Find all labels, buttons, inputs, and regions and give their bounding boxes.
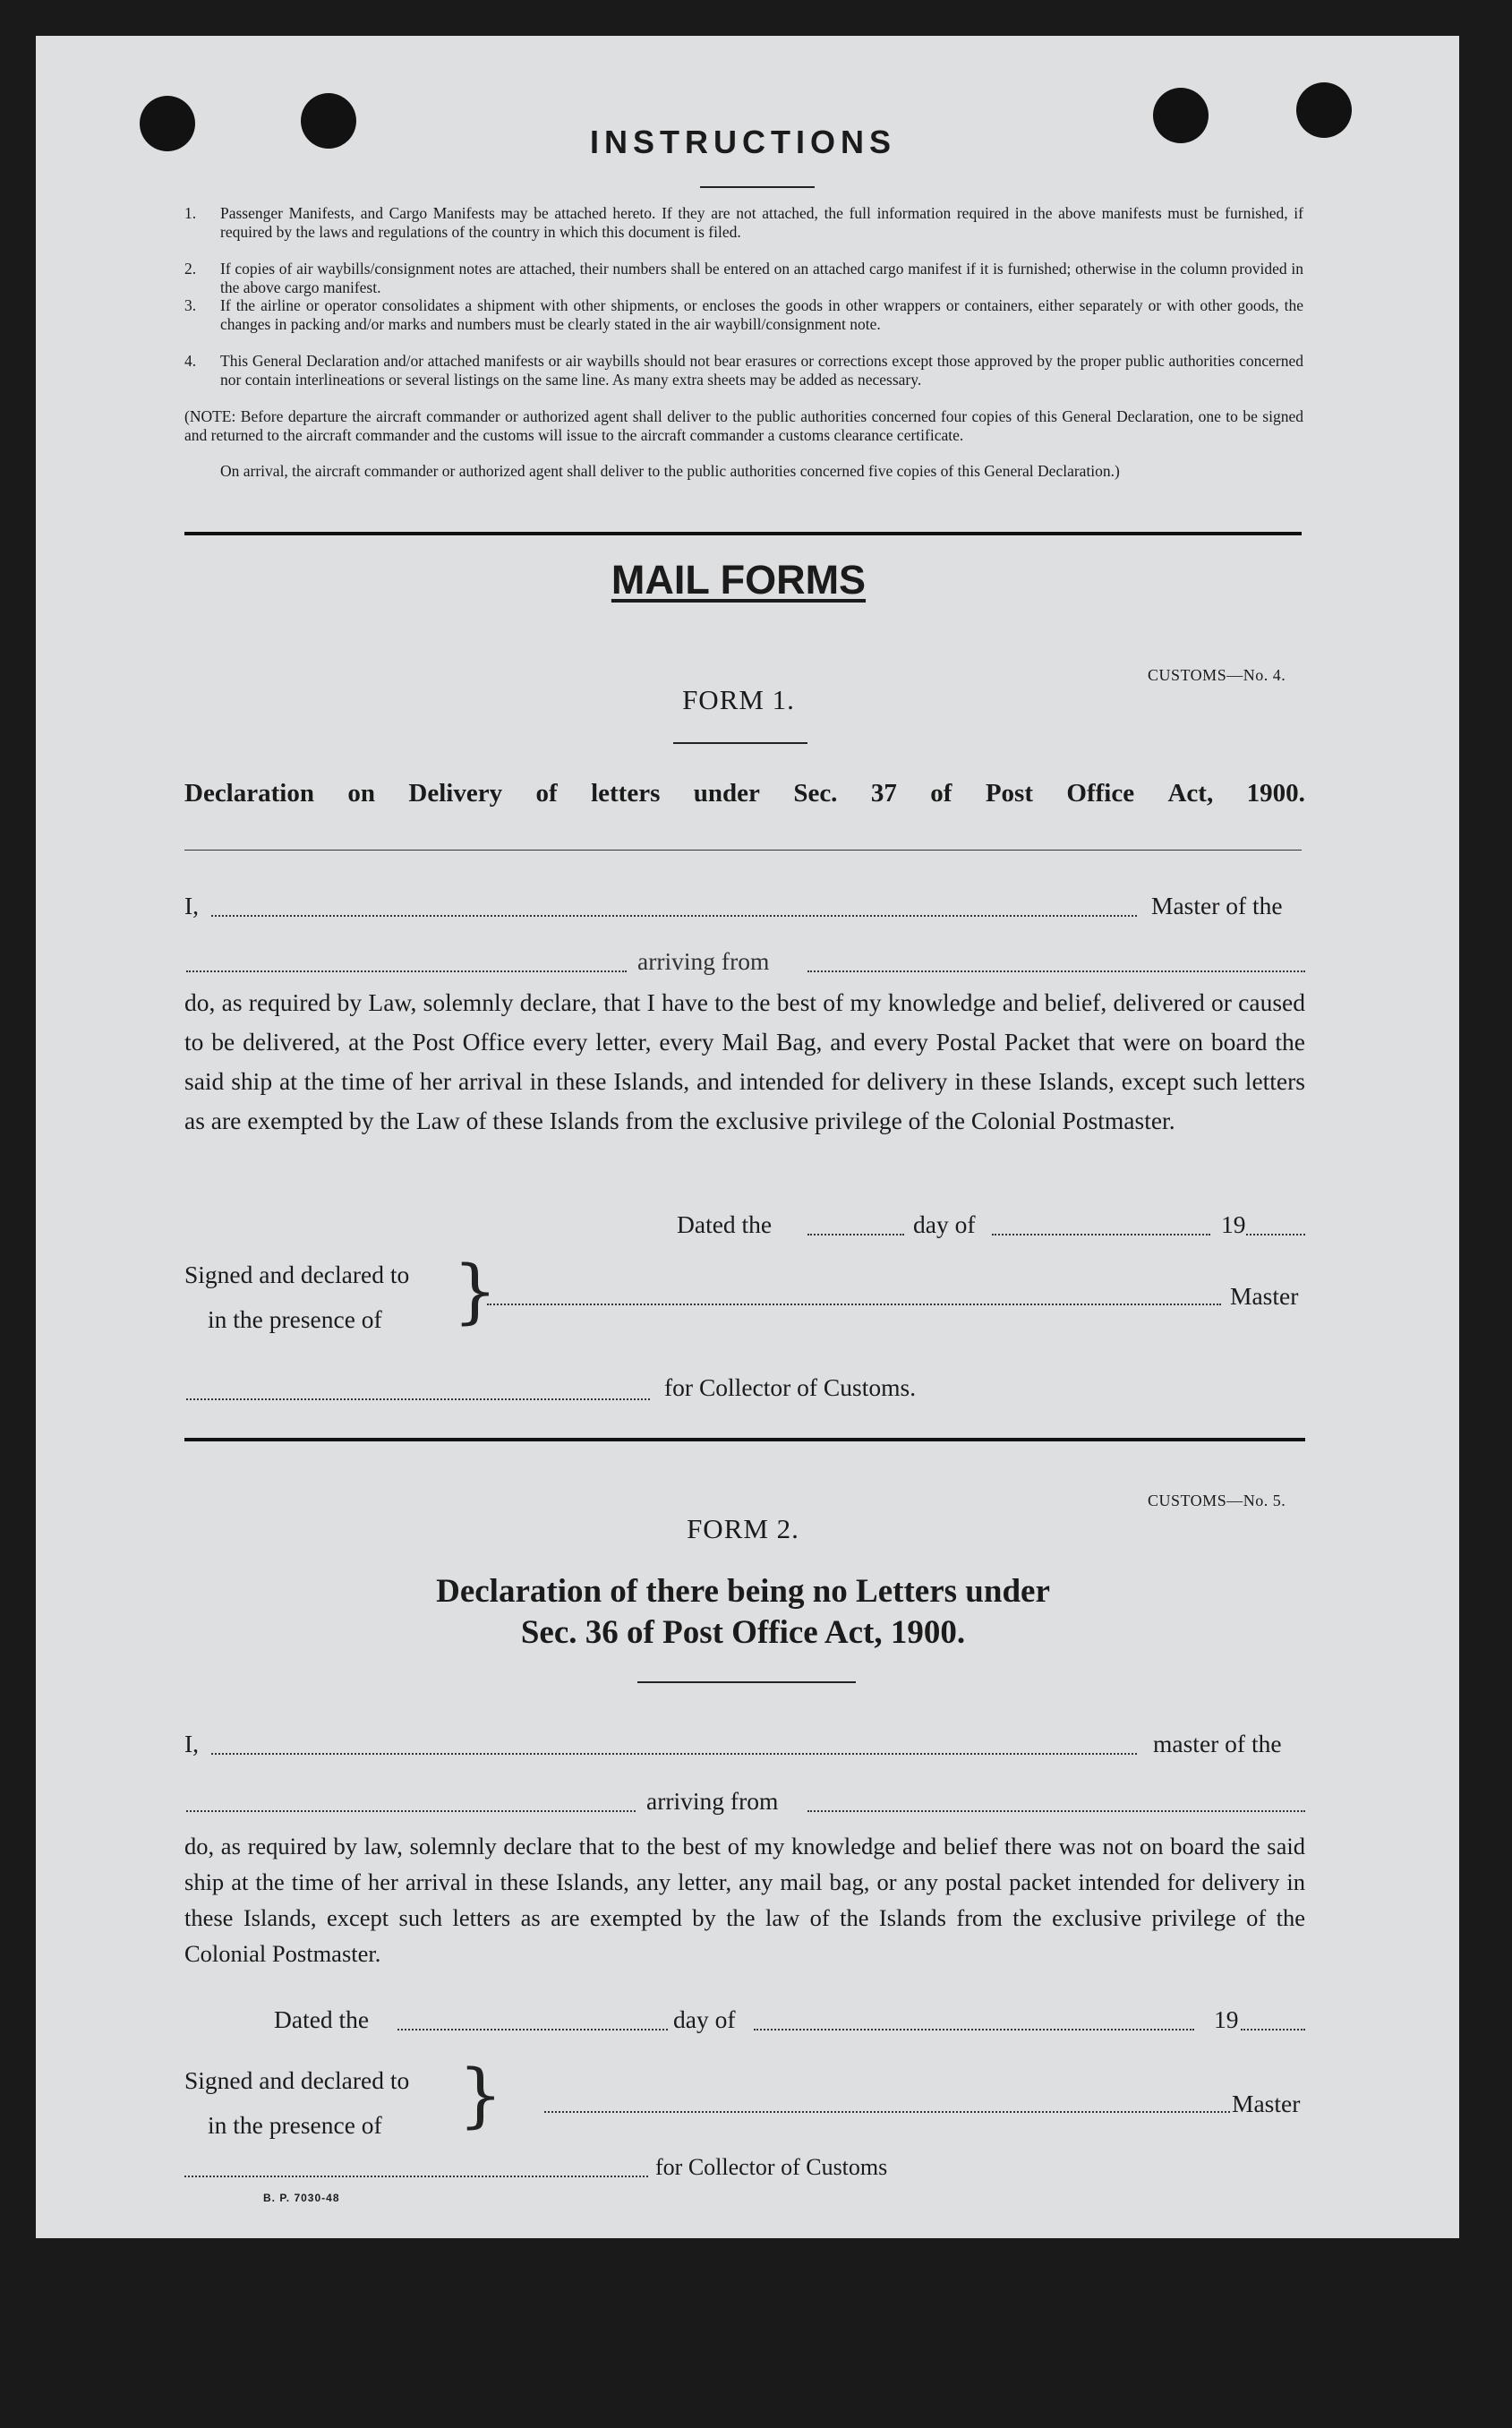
heading-word: on (347, 779, 376, 808)
year-prefix: 19 (1221, 1210, 1246, 1238)
arriving-from-field[interactable] (807, 1810, 1305, 1812)
form2-body-text: do, as required by law, solemnly declare that to the best of my knowledge and belief there was not on board the said ship at the time of her arrival in these Islands, any letter, any mail bag, or any postal packet intended for delivery in these Islands, except such letters as are exempted by the law of the Islands from the exclusive privilege of the Colonial Postmaster. (184, 1833, 1305, 1967)
heading-word: Post (985, 779, 1033, 808)
heading-word: Act, (1167, 779, 1214, 808)
master-of-the-label: master of the (1153, 1730, 1282, 1757)
heading-word: 1900. (1246, 779, 1305, 808)
year-field[interactable] (1246, 1234, 1305, 1235)
heading-rule (184, 850, 1302, 851)
arriving-from-label: arriving from (637, 947, 770, 975)
arriving-from-field[interactable] (807, 970, 1305, 972)
year-prefix: 19 (1214, 2005, 1239, 2033)
form2-heading-line1: Declaration of there being no Letters under (436, 1573, 1050, 1610)
collector-label: for Collector of Customs (655, 2154, 888, 2180)
date-field[interactable] (807, 1234, 904, 1235)
form-title-underline (673, 742, 807, 744)
instruction-number: 4. (184, 352, 197, 370)
print-code: B. P. 7030-48 (263, 2192, 340, 2204)
heading-word: Delivery (408, 779, 503, 808)
mail-forms-title: MAIL FORMS (611, 557, 867, 603)
title-underline (700, 186, 815, 188)
name-field[interactable] (211, 915, 1137, 917)
name-field[interactable] (211, 1753, 1137, 1755)
heading-word: of (930, 779, 952, 808)
signed-label: Signed and declared to (184, 2066, 410, 2094)
brace-icon: } (458, 2056, 503, 2136)
master-label: Master (1232, 2090, 1301, 2117)
form1-declaration-heading (184, 779, 1305, 808)
month-field[interactable] (754, 2029, 1194, 2030)
instruction-note: On arrival, the aircraft commander or authorized agent shall deliver to the public authorities concerned five copies of this General Declaration.) (220, 462, 1120, 480)
customs-number: CUSTOMS—No. 4. (1148, 666, 1286, 684)
master-of-the-label: Master of the (1151, 892, 1283, 919)
master-label: Master (1230, 1282, 1299, 1310)
month-field[interactable] (992, 1234, 1210, 1235)
instruction-item: If the airline or operator consolidates a shipment with other shipments, or encloses the goods in other wrappers or containers, either separately or with other goods, the changes in packing and/or marks and numbers must be clearly stated in the air waybill/consignment note. (220, 296, 1303, 333)
customs-number: CUSTOMS—No. 5. (1148, 1492, 1286, 1509)
section-divider (184, 532, 1302, 535)
collector-signature-field[interactable] (184, 2176, 648, 2177)
dated-the-label: Dated the (677, 1210, 773, 1238)
heading-underline (637, 1681, 856, 1683)
instruction-item: This General Declaration and/or attached manifests or air waybills should not bear erasures or corrections except those approved by the proper public authorities concerned nor contain interlineations or several listings on the same line. As many extra sheets may be added as necessary. (220, 352, 1303, 389)
witness-signature-field[interactable] (487, 1304, 1221, 1305)
presence-label: in the presence of (208, 1305, 382, 1333)
instructions-title: INSTRUCTIONS (590, 124, 896, 160)
collector-label: for Collector of Customs. (664, 1373, 917, 1401)
form2-heading-line2: Sec. 36 of Post Office Act, 1900. (520, 1614, 966, 1651)
instruction-number: 2. (184, 260, 197, 278)
heading-word: of (535, 779, 558, 808)
instruction-item: If copies of air waybills/consignment notes are attached, their numbers shall be entered on an attached cargo manifest if it is furnished; otherwise in the column provided in the above cargo manifest. (220, 260, 1303, 296)
heading-word: under (693, 779, 760, 808)
instruction-number: 3. (184, 296, 197, 314)
form-divider (184, 1438, 1305, 1441)
instruction-note: (NOTE: Before departure the aircraft commander or authorized agent shall deliver to the public authorities concerned four copies of this General Declaration, one to be signed and returned to the aircraft commander and the customs will issue to the aircraft commander a customs clearance certificate. (184, 407, 1303, 444)
heading-word: 37 (870, 779, 897, 808)
form1-body-text: do, as required by Law, solemnly declare, that I have to the best of my knowledge and belief, delivered or caused to be delivered, at the Post Office every letter, every Mail Bag, and every Postal Packet that were on board the said ship at the time of her arrival in these Islands, and intended for delivery in these Islands, except such letters as are exempted by the Law of these Islands from the exclusive privilege of the Colonial Postmaster. (184, 988, 1305, 1134)
instruction-number: 1. (184, 204, 197, 222)
ship-name-field[interactable] (186, 1810, 636, 1812)
heading-word: Sec. (793, 779, 838, 808)
presence-label: in the presence of (208, 2111, 382, 2139)
date-field[interactable] (397, 2029, 668, 2030)
heading-word: Declaration (184, 779, 314, 808)
heading-word: letters (591, 779, 661, 808)
brace-icon: } (453, 1252, 498, 1332)
signed-label: Signed and declared to (184, 1261, 410, 1288)
collector-signature-field[interactable] (186, 1398, 650, 1400)
instruction-item: Passenger Manifests, and Cargo Manifests may be attached hereto. If they are not attached, the full information required in the above manifests must be furnished, if required by the laws and regulations of the country in which this document is filed. (220, 204, 1303, 241)
i-label: I, (184, 1730, 200, 1757)
i-label: I, (184, 892, 200, 919)
day-of-label: day of (913, 1210, 976, 1238)
heading-word: Office (1066, 779, 1135, 808)
ship-name-field[interactable] (186, 970, 627, 972)
form-title: FORM 2. (687, 1513, 799, 1544)
form-title: FORM 1. (682, 684, 795, 715)
witness-signature-field[interactable] (544, 2111, 1230, 2113)
arriving-from-label: arriving from (646, 1787, 779, 1815)
year-field[interactable] (1241, 2029, 1305, 2030)
day-of-label: day of (673, 2005, 736, 2033)
dated-the-label: Dated the (274, 2005, 370, 2033)
